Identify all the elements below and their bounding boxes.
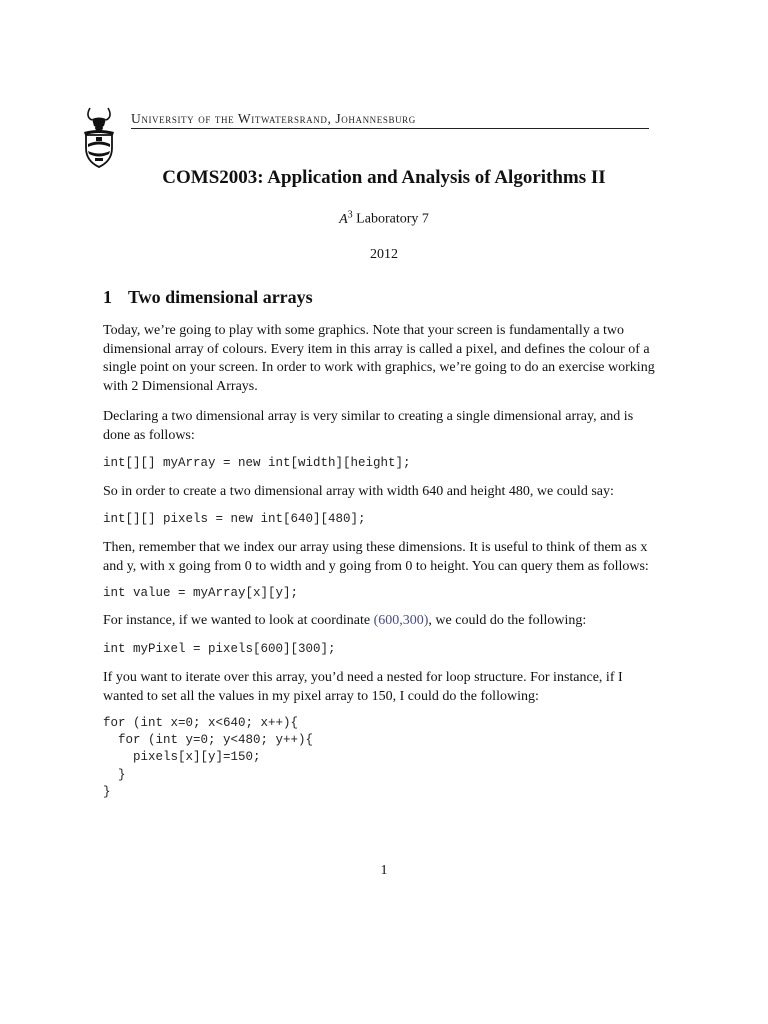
section-heading: [103, 287, 313, 308]
code-create-array: int[][] pixels = new int[640][480];: [103, 512, 366, 526]
subtitle-symbol-superscript: 3: [347, 209, 353, 220]
paragraph-create-example: So in order to create a two dimensional array with width 640 and height 480, we could say:: [103, 484, 614, 499]
subtitle-symbol-letter: A: [339, 211, 348, 227]
university-crest-logo: [80, 106, 118, 170]
code-declare-array: int[][] myArray = new int[width][height];: [103, 456, 411, 470]
paragraph-coordinate: [103, 612, 656, 631]
subtitle-text: Laboratory 7: [352, 211, 429, 227]
document-title: COMS2003: Application and Analysis of Algorithms II: [162, 167, 606, 188]
coordinate-text-before: For instance, if we wanted to look at coordinate: [103, 613, 374, 628]
coordinate-value: (600,300): [373, 613, 429, 628]
paragraph-indexing: Then, remember that we index our array using these dimensions. It is useful to think of them as x and y, with x going from 0 to width and y going from 0 to height. You can query them as follows:: [103, 540, 649, 574]
section-number: 1: [103, 287, 112, 307]
code-nested-loop: for (int x=0; x<640; x++){ for (int y=0; y<480; y++){ pixels[x][y]=150; } }: [103, 716, 314, 799]
section-title: Two dimensional arrays: [128, 287, 313, 307]
paragraph-declaring: Declaring a two dimensional array is very similar to creating a single dimensional array, and is done as follows:: [103, 409, 634, 443]
paragraph-intro: Today, we’re going to play with some graphics. Note that your screen is fundamentally a two dimensional array of colours. Every item in this array is called a pixel, and defines the colour of a single point on your screen. In order to work with graphics, we’re going to do an exercise working with 2 Dimensional Arrays.: [103, 323, 655, 394]
document-date: 2012: [370, 247, 398, 262]
paragraph-iterate: If you want to iterate over this array, you’d need a nested for loop structure. For instance, if I wanted to set all the values in my pixel array to 150, I could do the following:: [103, 670, 623, 704]
header-rule: [131, 128, 649, 129]
document-subtitle: [0, 209, 768, 228]
code-query-array: int value = myArray[x][y];: [103, 586, 299, 600]
subtitle-symbol: [339, 209, 353, 227]
header-university: University of the Witwatersrand, Johannesburg: [131, 111, 416, 126]
coordinate-text-after: , we could do the following:: [428, 613, 587, 628]
page-number: 1: [380, 863, 388, 878]
code-coordinate-lookup: int myPixel = pixels[600][300];: [103, 642, 336, 656]
